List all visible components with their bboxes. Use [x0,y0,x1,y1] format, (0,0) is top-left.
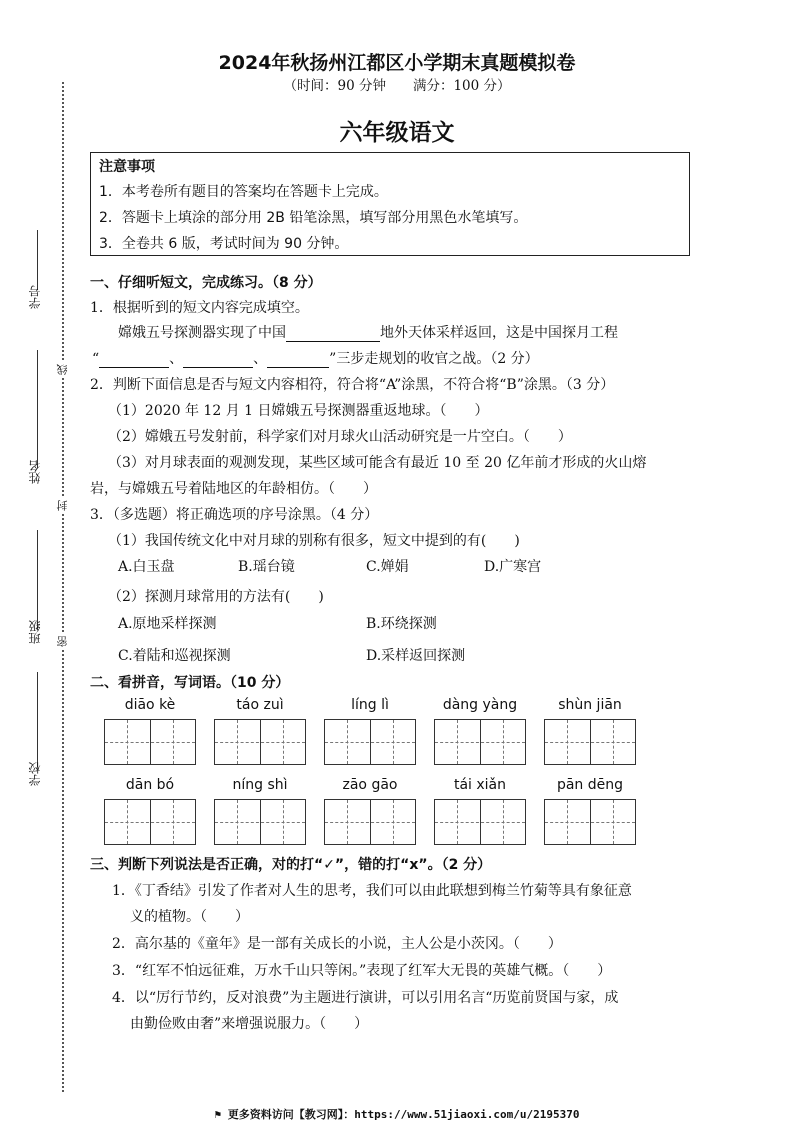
q3-1-option-a[interactable]: A.白玉盘 [118,559,175,575]
judge-item: 1．《丁香结》引发了作者对人生的思考，我们可以由此联想到梅兰竹菊等具有象征意 [112,883,632,899]
pinyin-label: dān bó [125,777,175,793]
pinyin-label: dàng yàng [442,697,518,713]
q1-text-line2 [92,348,539,368]
bind-char-mi: 密 [56,636,69,647]
judge-item-continued: 义的植物。（ ） [130,909,249,925]
pinyin-label: táo zuì [236,697,284,713]
q1-open-quote: “ [92,351,100,367]
q1-separator: 、 [169,351,184,367]
q3-2-option-c[interactable]: C.着陆和巡视探测 [118,648,231,664]
q3-prompt: 3．（多选题）将正确选项的序号涂黑。（4 分） [90,507,379,523]
pinyin-label: shùn jiān [558,697,622,713]
q3-1-option-d[interactable]: D.广寒宫 [484,559,542,575]
q1-separator: 、 [253,351,268,367]
judge-item-continued: 由勤俭败由奢”来增强说服力。（ ） [130,1016,369,1032]
q2-item-continued: 岩，与嫦娥五号着陆地区的年龄相仿。（ ） [90,481,377,497]
footer-link[interactable] [0,1106,794,1122]
section3-heading: 三、判断下列说法是否正确，对的打“✓”，错的打“x”。（2 分） [90,857,492,873]
judge-item: 4．以“厉行节约，反对浪费”为主题进行演讲，可以引用名言“历览前贤国与家，成 [112,990,619,1006]
q1-text-line1 [118,322,618,342]
bind-char-feng: 封 [56,500,69,511]
footer-text: 更多资料访问【教习网】：https://www.51jiaoxi.com/u/2195370 [227,1108,580,1121]
section1-heading: 一、仔细听短文，完成练习。（8 分） [90,275,322,291]
section2-heading: 二、看拼音，写词语。（10 分） [90,675,290,691]
q1-prompt: 1．根据听到的短文内容完成填空。 [90,300,309,316]
pinyin-label: tái xiǎn [453,777,507,793]
notice-item: 1．本考卷所有题目的答案均在答题卡上完成。 [99,184,388,200]
name-line [37,350,38,468]
q2-item: （1）2020 年 12 月 1 日嫦娥五号探测器重返地球。（ ） [108,403,489,419]
q1-blank-3[interactable] [183,353,253,368]
writing-grid[interactable] [324,719,416,765]
q3-2-option-a[interactable]: A.原地采样探测 [118,616,217,632]
flag-icon: ⚑ [214,1108,228,1121]
writing-grid[interactable] [434,799,526,845]
exam-subtitle: （时间：90 分钟 满分：100 分） [283,78,511,94]
q1-text-a: 嫦娥五号探测器实现了中国 [118,325,286,341]
judge-item: 2．高尔基的《童年》是一部有关成长的小说，主人公是小茨冈。（ ） [112,936,562,952]
writing-grid[interactable] [324,799,416,845]
pinyin-label: níng shì [232,777,288,793]
pinyin-label: pān dēng [556,777,624,793]
q1-blank-2[interactable] [99,353,169,368]
q2-prompt: 2．判断下面信息是否与短文内容相符，符合将“A”涂黑，不符合将“B”涂黑。（3 分） [90,377,615,393]
exam-title: 2024年秋扬州江都区小学期末真题模拟卷 [218,52,576,74]
notice-item: 2．答题卡上填涂的部分用 2B 铅笔涂黑，填写部分用黑色水笔填写。 [99,210,528,226]
student-id-line [37,230,38,290]
class-line [37,530,38,630]
notice-title: 注意事项 [99,159,155,175]
writing-grid[interactable] [104,719,196,765]
class-label: 班级 [28,620,42,644]
bind-char-xian: 线 [56,364,69,375]
q2-item: （2）嫦娥五号发射前，科学家们对月球火山活动研究是一片空白。（ ） [108,429,572,445]
writing-grid[interactable] [544,719,636,765]
judge-item: 3．“红军不怕远征难，万水千山只等闲。”表现了红军大无畏的英雄气概。（ ） [112,963,612,979]
notice-item: 3．全卷共 6 版，考试时间为 90 分钟。 [99,236,349,252]
q3-2-option-d[interactable]: D.采样返回探测 [366,648,466,664]
pinyin-label: zāo gāo [342,777,398,793]
q1-text-b: 地外天体采样返回，这是中国探月工程 [380,325,618,341]
writing-grid[interactable] [544,799,636,845]
q3-1-option-b[interactable]: B.瑶台镜 [238,559,295,575]
writing-grid[interactable] [104,799,196,845]
q1-blank-4[interactable] [267,353,329,368]
pinyin-label: diāo kè [124,697,176,713]
student-id-label: 学号 [28,285,42,309]
q3-1-option-c[interactable]: C.婵娟 [366,559,409,575]
q3-2-prompt: （2）探测月球常用的方法有( ) [108,589,324,605]
subject-title: 六年级语文 [339,120,455,146]
school-label: 学校 [28,762,42,786]
q1-blank-1[interactable] [286,327,380,342]
name-label: 姓名 [28,460,42,484]
notice-box [90,152,690,256]
binding-dotted-line [62,82,64,1092]
writing-grid[interactable] [214,799,306,845]
q3-1-prompt: （1）我国传统文化中对月球的别称有很多，短文中提到的有( ) [108,533,520,549]
q3-2-option-b[interactable]: B.环绕探测 [366,616,437,632]
q1-text-d: ”三步走规划的收官之战。（2 分） [329,351,539,367]
school-line [37,672,38,767]
pinyin-label: líng lì [351,697,389,713]
q2-item: （3）对月球表面的观测发现，某些区域可能含有最近 10 至 20 亿年前才形成的火山熔 [108,455,647,471]
writing-grid[interactable] [214,719,306,765]
writing-grid[interactable] [434,719,526,765]
